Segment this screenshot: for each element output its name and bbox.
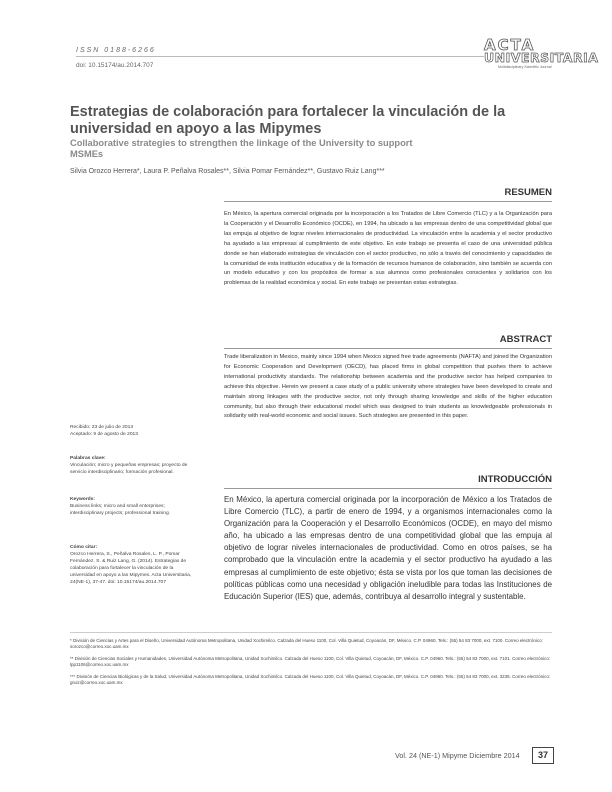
page-footer-citation: Vol. 24 (NE-1) Mipyme Diciembre 2014 — [395, 751, 520, 760]
article-subtitle: Collaborative strategies to strengthen the linkage of the University to support MSMEs — [70, 138, 413, 159]
keywords-es-label: Palabras clave: — [70, 456, 106, 461]
article-title: Estrategias de colaboración para fortalecer la vinculación de la universidad en apoyo a las Mipymes — [70, 104, 506, 137]
header-divider — [76, 56, 484, 57]
logo-line-2: UNIVERSITARIA — [484, 50, 599, 65]
abstract-rule — [224, 348, 552, 349]
footnote-3: *** División de Ciencias Biológicas y de la Salud, Universidad Autónoma Metropolitana, Unidad Xochimilco. Calzada del Hueso 1100, Col. Villa Quietud, Coyoacán, DF, México. C.P. 04960. Tels.: (55) 54 83 7000, ext. 3235. Correo electrónico: gruiz@correo.xoc.uam.mx — [70, 674, 551, 686]
intro-rule — [224, 488, 552, 489]
page-number: 37 — [532, 747, 554, 764]
footnote-1: * División de Ciencias y Artes para el Diseño, Universidad Autónoma Metropolitana, Unidad Xochimilco. Calzada del Hueso 1100, Col. Villa Quietud, Coyoacán, DF, México. C.P. 04960. Tels.: (55) 54 83 7000, ext. 7100. Correo electrónico: sorozco@correo.xoc.uam.mx — [70, 638, 543, 650]
keywords-es: Vinculación; micro y pequeñas empresas; proyecto de servicio interdisciplinario; formación profesional. — [70, 463, 188, 475]
journal-logo — [484, 36, 599, 76]
cite-text: Orozco Herrera, S., Peñalva Rosales, L. P., Pomar Fernández, S. & Ruiz Lang, G. (2014). Estrategias de colaboración para fortalecer la vinculación de la universidad en apoyo a las Mipymes. Acta Universitaria, 24(NE-1), 37-47. doi: 10.15174/au.2014.707 — [70, 552, 192, 585]
abstract-heading: ABSTRACT — [499, 334, 552, 345]
resumen-text: En México, la apertura comercial originada por la incorporación a los Tratados de Libre Comercio (TLC) y a la Organización para la Cooperación y el Desarrollo Económico (OCDE), en 1994, ha ubicado a las empresas dentro de una competitividad global que las empuja al objetivo de lograr niveles internacionales de productividad. La vinculación entre la academia y el sector productivo ha ayudado a las empresas al cumplimiento de este objetivo. En este trabajo se presenta el caso de una universidad pública donde se han elaborado estrategias de vinculación con el sector productivo, no sólo a través del conocimiento y capacidades de la comunidad de esta institución educativa y de la formación de recursos humanos de colaboración, sino también se acuerda con un modelo educativo y con los propósitos de formar a sus alumnos como profesionales conscientes y solidarios con los problemas de la realidad económica y social. En este trabajo se presentan estas estrategias. — [224, 211, 552, 287]
accepted-date: Aceptado: 9 de agosto de 2013 — [70, 432, 138, 437]
logo-line-1: ACTA — [484, 36, 536, 54]
keywords-en: Business links; micro and small enterprises; interdisciplinary projects; professional training. — [70, 504, 171, 516]
logo-line-3: Multidisciplinary Scientific Journal — [498, 65, 552, 69]
keywords-en-label: Keywords: — [70, 497, 96, 502]
cite-label: Cómo citar: — [70, 545, 98, 550]
abstract-text: Trade liberalization in Mexico, mainly since 1994 when Mexico signed free trade agreements (NAFTA) and joined the Organization for Economic Cooperation and Development (OECD), has placed firms in global competition that pushes them to achieve international productivity standards. The relationship between academia and the productive sector has helped companies to achieve this objective. Herein we present a case study of a public university where strategies have been developed to create and maintain strong linkages with the productive sector, not only through sharing knowledge and skills of the higher education community, but also through their educational model which was designed to train students as knowledgeable professionals in solidarity with real-world economic and social issues. Such strategies are presented in this paper. — [224, 354, 552, 420]
resumen-heading: RESUMEN — [504, 187, 552, 198]
footnote-2: ** División de Ciencias Sociales y Humanidades, Universidad Autónoma Metropolitana, Unidad Xochimilco. Calzada del Hueso 1100, Col. Villa Quietud, Coyoacán, DF, México. C.P. 04960. Tels.: (55) 54 83 7000, ext. 7101. Correo electrónico: lpp1106@correo.xoc.uam.mx — [70, 656, 551, 668]
received-date: Recibido: 23 de julio de 2013 — [70, 425, 134, 430]
footnote-rule — [70, 632, 552, 633]
intro-text: En México, la apertura comercial originada por la incorporación de México a los Tratados de Libre Comercio (TLC), a partir de enero de 1994, y a organismos internacionales como la Organización para la Cooperación y el Desarrollo Económicos (OCDE), en mayo del mismo año, ha ubicado a las empresas dentro de una competitividad global que las empuja al objetivo de lograr niveles internacionales de productividad. Como en otros países, se ha comprobado que la vinculación entre la academia y el sector productivo ha ayudado a las empresas al cumplimiento de este objetivo; ésta se vista por los que toman las decisiones de políticas públicas como una necesidad y obligación ineludible para todas las Instituciones de Educación Superior (IES) que, además, contribuya al desarrollo integral y sustentable. — [224, 495, 552, 601]
article-authors: Silvia Orozco Herrera*, Laura P. Peñalva Rosales**, Silvia Pomar Fernández**, Gustavo Ruiz Lang*** — [70, 168, 385, 175]
doi: doi: 10.15174/au.2014.707 — [76, 62, 154, 69]
intro-heading: INTRODUCCIÓN — [478, 474, 552, 485]
issn: ISSN 0188-6266 — [76, 47, 156, 54]
resumen-rule — [224, 201, 552, 202]
